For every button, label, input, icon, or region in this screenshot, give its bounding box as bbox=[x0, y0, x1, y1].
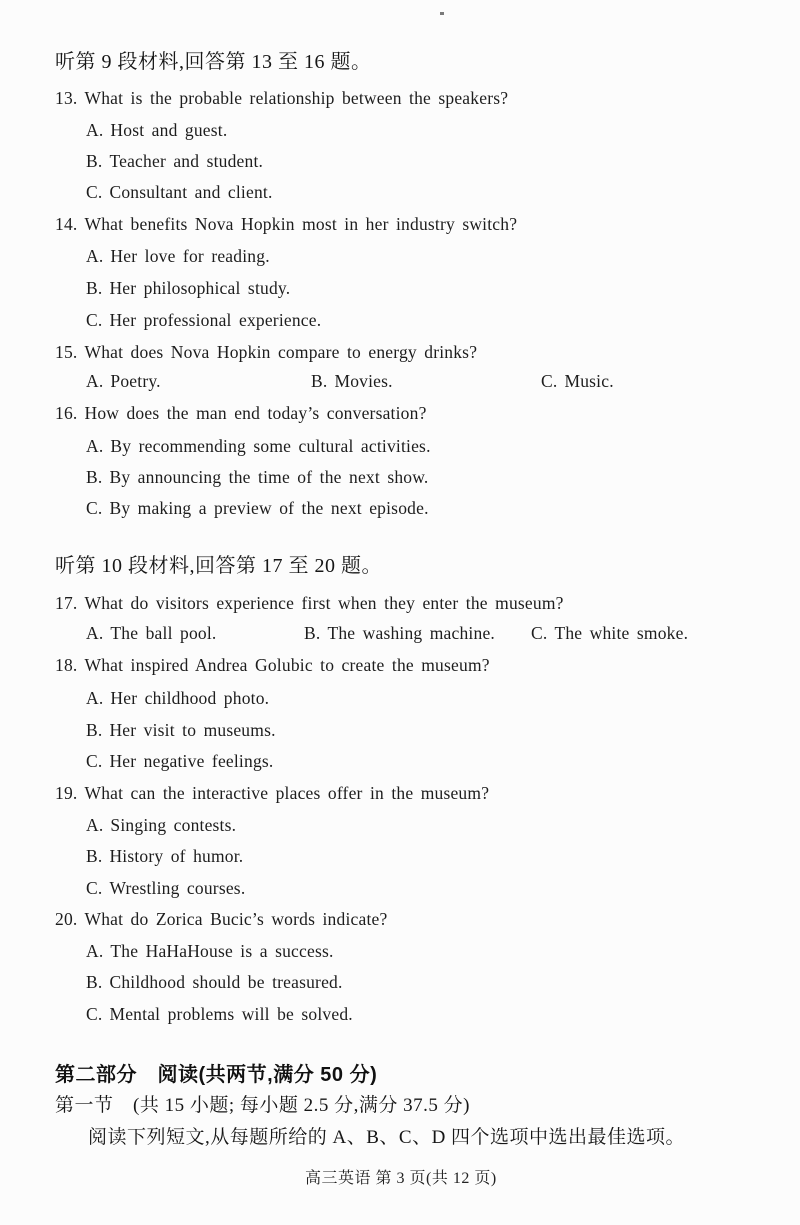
option-text: Wrestling courses. bbox=[109, 878, 246, 898]
option-letter: A. bbox=[86, 246, 104, 266]
question-20 bbox=[55, 906, 387, 932]
question-17-option-c bbox=[531, 620, 688, 646]
question-number: 19. bbox=[55, 783, 78, 803]
question-number: 14. bbox=[55, 214, 78, 234]
question-17 bbox=[55, 590, 564, 616]
question-13 bbox=[55, 85, 508, 111]
option-text: History of humor. bbox=[109, 846, 244, 866]
option-text: Her negative feelings. bbox=[109, 751, 274, 771]
option-text: The HaHaHouse is a success. bbox=[110, 941, 334, 961]
section-1-heading: 第一节 (共 15 小题; 每小题 2.5 分,满分 37.5 分) bbox=[55, 1095, 470, 1116]
option-text: Poetry. bbox=[110, 371, 161, 391]
option-text: The ball pool. bbox=[110, 623, 217, 643]
question-16-option-b bbox=[86, 464, 429, 490]
option-letter: B. bbox=[86, 467, 103, 487]
option-letter: C. bbox=[86, 182, 103, 202]
option-text: Mental problems will be solved. bbox=[109, 1004, 353, 1024]
option-text: Childhood should be treasured. bbox=[109, 972, 343, 992]
option-text: Singing contests. bbox=[110, 815, 237, 835]
option-text: Consultant and client. bbox=[109, 182, 273, 202]
part-2-heading: 第二部分 阅读(共两节,满分 50 分) bbox=[55, 1064, 378, 1086]
question-15-option-a bbox=[86, 368, 161, 394]
question-15 bbox=[55, 339, 477, 365]
question-14 bbox=[55, 211, 517, 237]
question-13-option-a bbox=[86, 117, 227, 143]
option-letter: C. bbox=[531, 623, 548, 643]
question-number: 16. bbox=[55, 403, 78, 423]
question-18 bbox=[55, 652, 490, 678]
question-text: What is the probable relationship between the speakers? bbox=[84, 88, 509, 108]
option-letter: B. bbox=[86, 720, 103, 740]
option-letter: A. bbox=[86, 941, 104, 961]
option-text: By recommending some cultural activities. bbox=[110, 436, 431, 456]
option-letter: B. bbox=[304, 623, 321, 643]
option-letter: C. bbox=[86, 310, 103, 330]
option-text: Teacher and student. bbox=[109, 151, 264, 171]
option-letter: B. bbox=[86, 846, 103, 866]
question-19-option-a bbox=[86, 812, 236, 838]
scan-speck bbox=[440, 12, 444, 15]
question-number: 18. bbox=[55, 655, 78, 675]
question-18-option-c bbox=[86, 748, 273, 774]
question-number: 17. bbox=[55, 593, 78, 613]
question-number: 20. bbox=[55, 909, 78, 929]
question-text: What inspired Andrea Golubic to create the museum? bbox=[84, 655, 490, 675]
question-text: What can the interactive places offer in the museum? bbox=[84, 783, 490, 803]
option-text: Her visit to museums. bbox=[109, 720, 276, 740]
question-16-option-c bbox=[86, 495, 429, 521]
option-text: Music. bbox=[564, 371, 614, 391]
option-letter: A. bbox=[86, 688, 104, 708]
option-text: The white smoke. bbox=[554, 623, 689, 643]
question-19-option-b bbox=[86, 843, 243, 869]
option-letter: C. bbox=[86, 878, 103, 898]
question-18-option-b bbox=[86, 717, 276, 743]
option-letter: B. bbox=[86, 278, 103, 298]
question-20-option-b bbox=[86, 969, 343, 995]
question-14-option-a bbox=[86, 243, 270, 269]
question-text: What do Zorica Bucic’s words indicate? bbox=[84, 909, 388, 929]
option-letter: C. bbox=[541, 371, 558, 391]
question-number: 13. bbox=[55, 88, 78, 108]
option-text: By announcing the time of the next show. bbox=[109, 467, 429, 487]
option-text: The washing machine. bbox=[327, 623, 495, 643]
question-14-option-b bbox=[86, 275, 290, 301]
question-20-option-a bbox=[86, 938, 334, 964]
option-letter: A. bbox=[86, 623, 104, 643]
question-number: 15. bbox=[55, 342, 78, 362]
question-14-option-c bbox=[86, 307, 321, 333]
question-text: What benefits Nova Hopkin most in her industry switch? bbox=[84, 214, 518, 234]
option-text: Her love for reading. bbox=[110, 246, 270, 266]
question-16-option-a bbox=[86, 433, 431, 459]
option-letter: B. bbox=[311, 371, 328, 391]
question-18-option-a bbox=[86, 685, 269, 711]
question-20-option-c bbox=[86, 1001, 353, 1027]
question-19-option-c bbox=[86, 875, 245, 901]
option-letter: A. bbox=[86, 815, 104, 835]
question-text: How does the man end today’s conversation? bbox=[84, 403, 427, 423]
material-10-heading: 听第 10 段材料,回答第 17 至 20 题。 bbox=[55, 555, 382, 577]
option-letter: A. bbox=[86, 120, 104, 140]
option-letter: C. bbox=[86, 751, 103, 771]
option-text: By making a preview of the next episode. bbox=[109, 498, 429, 518]
question-13-option-c bbox=[86, 179, 273, 205]
question-19 bbox=[55, 780, 489, 806]
question-17-option-b bbox=[304, 620, 495, 646]
question-text: What does Nova Hopkin compare to energy drinks? bbox=[84, 342, 478, 362]
page-footer: 高三英语 第 3 页(共 12 页) bbox=[305, 1170, 497, 1187]
question-13-option-b bbox=[86, 148, 263, 174]
option-text: Her philosophical study. bbox=[109, 278, 291, 298]
option-letter: B. bbox=[86, 151, 103, 171]
option-letter: A. bbox=[86, 371, 104, 391]
option-text: Host and guest. bbox=[110, 120, 228, 140]
question-16 bbox=[55, 400, 427, 426]
question-15-option-c bbox=[541, 368, 614, 394]
option-letter: B. bbox=[86, 972, 103, 992]
reading-instruction: 阅读下列短文,从每题所给的 A、B、C、D 四个选项中选出最佳选项。 bbox=[88, 1127, 686, 1148]
question-17-option-a bbox=[86, 620, 217, 646]
option-text: Her childhood photo. bbox=[110, 688, 270, 708]
question-15-option-b bbox=[311, 368, 393, 394]
option-text: Movies. bbox=[334, 371, 393, 391]
material-9-heading: 听第 9 段材料,回答第 13 至 16 题。 bbox=[55, 51, 372, 73]
question-text: What do visitors experience first when they enter the museum? bbox=[84, 593, 564, 613]
option-letter: C. bbox=[86, 498, 103, 518]
option-letter: C. bbox=[86, 1004, 103, 1024]
option-text: Her professional experience. bbox=[109, 310, 322, 330]
option-letter: A. bbox=[86, 436, 104, 456]
